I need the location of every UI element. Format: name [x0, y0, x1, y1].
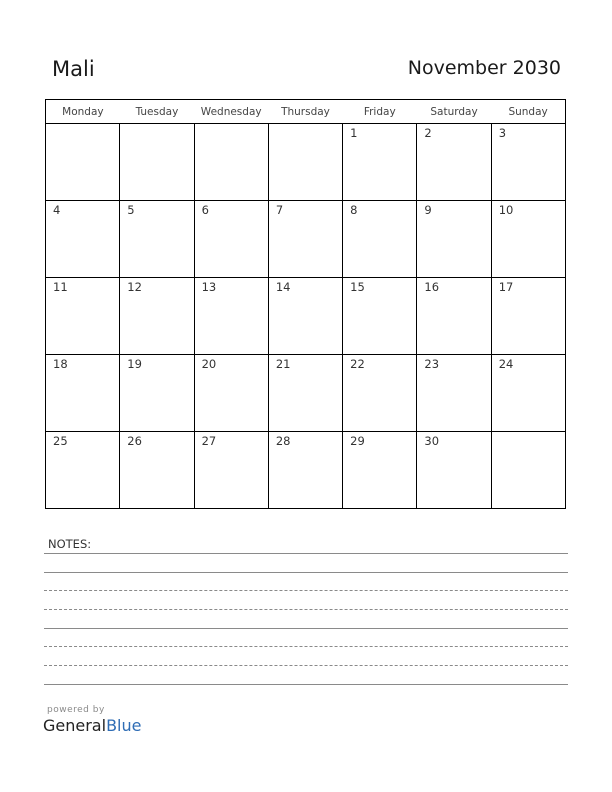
- notes-line: [44, 684, 568, 685]
- day-number: [195, 124, 268, 126]
- day-cell: [120, 201, 194, 278]
- day-number: 30: [424, 434, 440, 448]
- month-year-title: November 2030: [407, 57, 561, 79]
- week-row: [46, 355, 566, 432]
- weekday-header: Tuesday: [120, 100, 194, 124]
- day-number: 3: [498, 126, 507, 140]
- week-row: [46, 124, 566, 201]
- day-cell: [46, 278, 120, 355]
- day-number: 11: [53, 280, 68, 294]
- day-number: 19: [127, 357, 142, 371]
- day-cell: [120, 278, 194, 355]
- day-cell: [120, 124, 194, 201]
- notes-line: [44, 628, 568, 629]
- notes-label: NOTES:: [48, 537, 92, 551]
- day-cell: [268, 278, 342, 355]
- day-cell: [343, 278, 417, 355]
- notes-line: [44, 609, 568, 610]
- day-number: 29: [350, 434, 365, 448]
- day-number: [120, 124, 193, 126]
- weekday-header: Monday: [46, 100, 120, 124]
- day-number: 14: [275, 280, 291, 294]
- day-cell: [417, 355, 491, 432]
- notes-line: [44, 665, 568, 666]
- day-number: 4: [53, 203, 61, 217]
- day-cell: [268, 355, 342, 432]
- day-cell: [194, 432, 268, 509]
- day-number: 24: [498, 357, 514, 371]
- day-number: 26: [127, 434, 142, 448]
- day-number: [46, 124, 119, 126]
- day-cell: [343, 355, 417, 432]
- day-cell: [120, 355, 194, 432]
- day-number: 1: [350, 126, 358, 140]
- day-number: 15: [350, 280, 365, 294]
- day-cell: [194, 355, 268, 432]
- day-number: 6: [201, 203, 209, 217]
- weekday-header: Wednesday: [194, 100, 268, 124]
- day-number: 5: [127, 203, 135, 217]
- day-number: 7: [275, 203, 284, 217]
- logo-text-blue: Blue: [106, 716, 142, 735]
- day-cell: [417, 124, 491, 201]
- day-cell: [46, 124, 120, 201]
- day-cell: [194, 278, 268, 355]
- weekday-header: Thursday: [268, 100, 342, 124]
- weekday-header: Sunday: [491, 100, 565, 124]
- day-cell: [343, 432, 417, 509]
- day-number: 28: [275, 434, 291, 448]
- day-cell: [46, 432, 120, 509]
- day-cell: [194, 124, 268, 201]
- day-number: 17: [498, 280, 514, 294]
- day-cell: [46, 201, 120, 278]
- day-number: 2: [424, 126, 432, 140]
- day-cell: [268, 201, 342, 278]
- day-cell: [491, 201, 565, 278]
- generalblue-logo: [43, 716, 141, 735]
- calendar-grid: [45, 99, 566, 509]
- day-number: 12: [127, 280, 142, 294]
- day-cell: [417, 278, 491, 355]
- notes-line: [44, 572, 568, 573]
- notes-line: [44, 553, 568, 554]
- day-number: 27: [201, 434, 217, 448]
- day-number: 23: [424, 357, 440, 371]
- day-cell: [491, 124, 565, 201]
- week-row: [46, 201, 566, 278]
- day-number: 18: [53, 357, 68, 371]
- day-number: 10: [498, 203, 514, 217]
- day-number: 16: [424, 280, 440, 294]
- logo-text-general: General: [43, 716, 107, 735]
- day-cell: [268, 432, 342, 509]
- day-number: 22: [350, 357, 365, 371]
- day-cell: [120, 432, 194, 509]
- day-number: [492, 432, 565, 434]
- day-number: 20: [201, 357, 217, 371]
- day-cell: [343, 124, 417, 201]
- day-cell: [491, 355, 565, 432]
- day-number: 8: [350, 203, 358, 217]
- day-cell: [268, 124, 342, 201]
- day-number: 13: [201, 280, 217, 294]
- day-cell: [491, 278, 565, 355]
- day-cell: [417, 432, 491, 509]
- weekday-header: Friday: [343, 100, 417, 124]
- day-number: 21: [275, 357, 291, 371]
- day-cell: [417, 201, 491, 278]
- day-cell: [491, 432, 565, 509]
- notes-line: [44, 590, 568, 591]
- powered-by-text: powered by: [47, 705, 105, 715]
- day-number: [269, 124, 342, 126]
- day-cell: [194, 201, 268, 278]
- day-cell: [46, 355, 120, 432]
- day-number: 9: [424, 203, 432, 217]
- week-row: [46, 432, 566, 509]
- weekday-header: Saturday: [417, 100, 491, 124]
- day-cell: [343, 201, 417, 278]
- week-row: [46, 278, 566, 355]
- country-title: Mali: [52, 57, 95, 81]
- notes-line: [44, 646, 568, 647]
- weekday-header-row: [46, 100, 566, 124]
- day-number: 25: [53, 434, 68, 448]
